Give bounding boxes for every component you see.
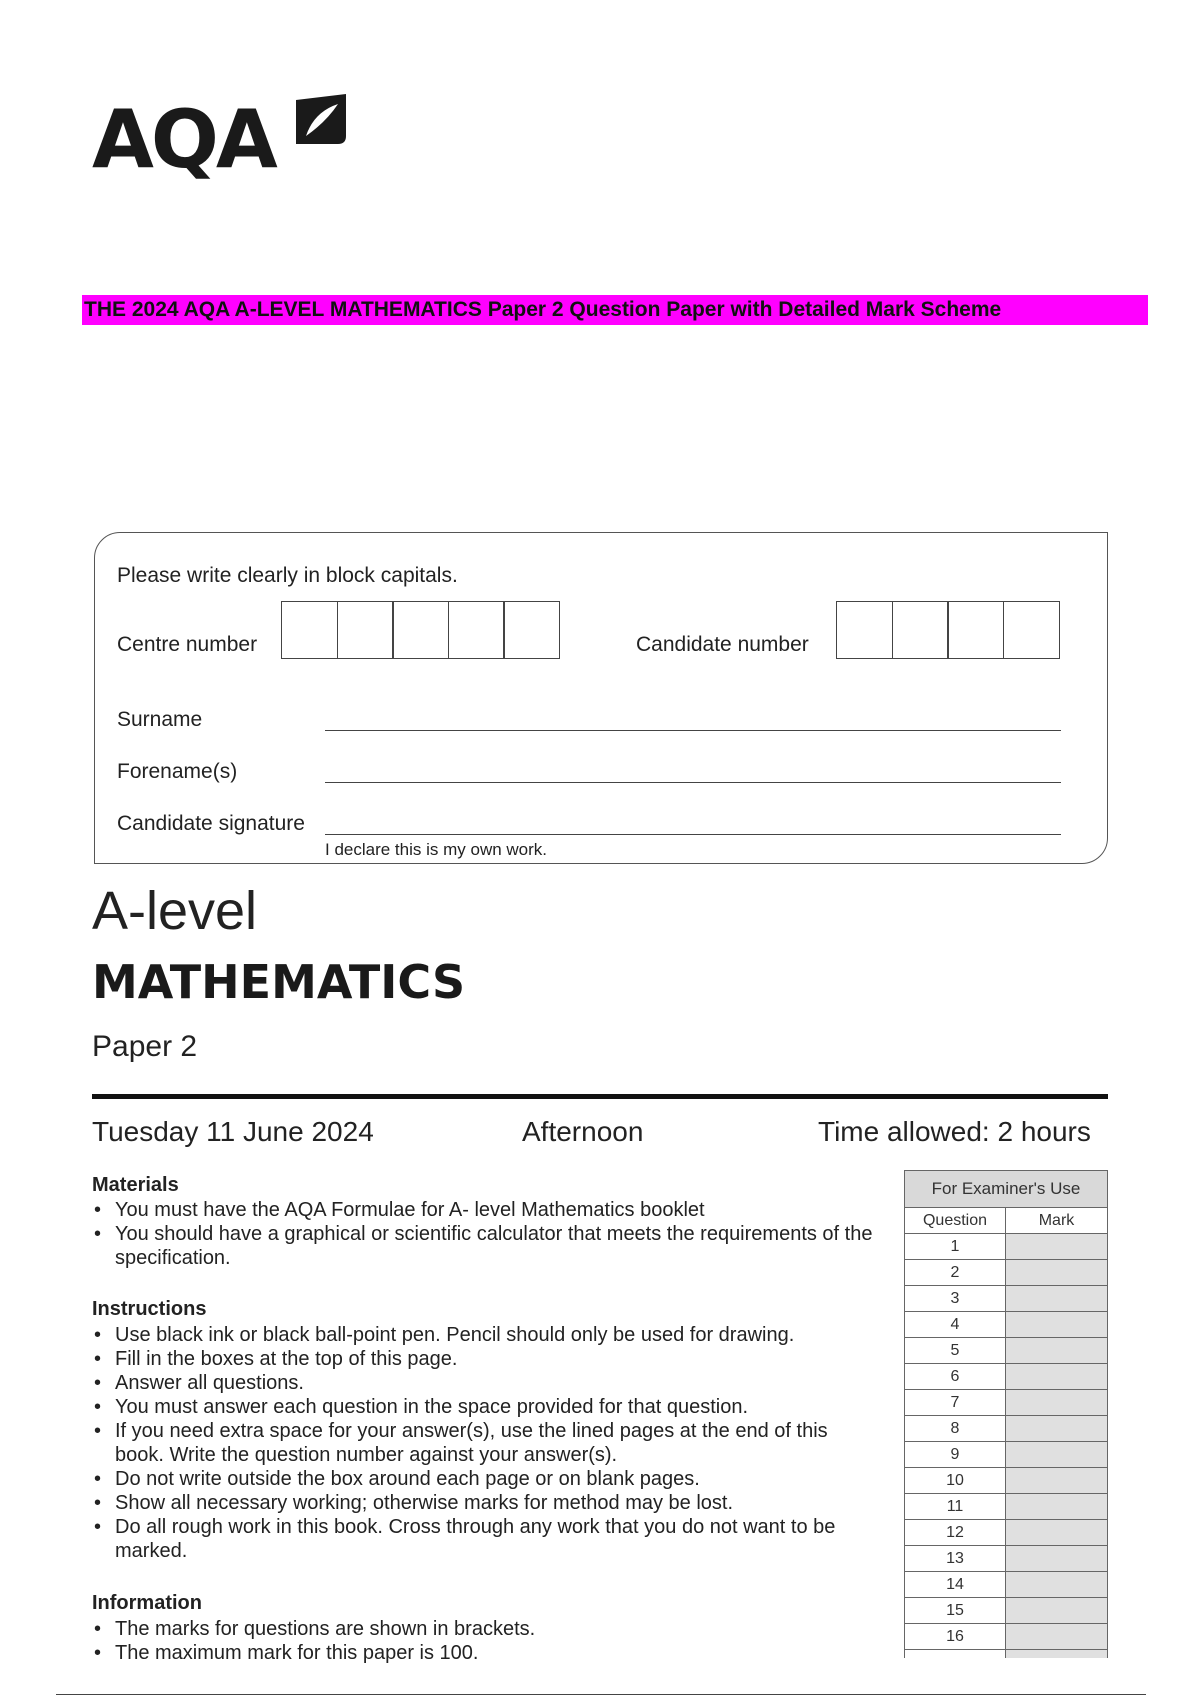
candidate-digit-box[interactable] — [892, 601, 949, 659]
centre-digit-box[interactable] — [337, 601, 394, 659]
surname-label: Surname — [117, 708, 203, 731]
mark-cell[interactable] — [1006, 1286, 1108, 1312]
list-item: • Fill in the boxes at the top of this page. — [92, 1347, 882, 1371]
information-heading: Information — [92, 1592, 202, 1614]
examiner-use-table — [904, 1170, 1108, 1658]
list-item: • You must have the AQA Formulae for A- level Mathematics booklet — [92, 1198, 882, 1222]
mark-cell[interactable] — [1006, 1260, 1108, 1286]
list-item: • You should have a graphical or scientific calculator that meets the requirements of the specification. — [92, 1222, 882, 1270]
mark-cell[interactable] — [1006, 1364, 1108, 1390]
question-number: 13 — [905, 1546, 1006, 1572]
mark-cell[interactable] — [1006, 1520, 1108, 1546]
surname-line[interactable] — [325, 730, 1061, 731]
signature-line[interactable] — [325, 834, 1061, 835]
question-number: 11 — [905, 1494, 1006, 1520]
candidate-digit-box[interactable] — [836, 601, 893, 659]
centre-digit-box[interactable] — [448, 601, 505, 659]
candidate-digit-box[interactable] — [947, 601, 1004, 659]
subject-title: MATHEMATICS — [92, 955, 466, 1009]
question-number: 2 — [905, 1260, 1006, 1286]
exam-date: Tuesday 11 June 2024 — [92, 1116, 374, 1147]
qualification-level: A-level — [92, 881, 258, 941]
time-allowed: Time allowed: 2 hours — [818, 1116, 1091, 1147]
list-item: • Answer all questions. — [92, 1371, 882, 1395]
question-number: 5 — [905, 1338, 1006, 1364]
mark-column-header: Mark — [1006, 1208, 1108, 1234]
question-number: 16 — [905, 1624, 1006, 1650]
centre-digit-box[interactable] — [392, 601, 449, 659]
forenames-label: Forename(s) — [117, 760, 238, 783]
candidate-number-label: Candidate number — [636, 633, 809, 656]
list-item: • Do not write outside the box around each page or on blank pages. — [92, 1467, 882, 1491]
mark-cell[interactable] — [1006, 1390, 1108, 1416]
candidate-details-box — [94, 532, 1108, 864]
mark-cell[interactable] — [1006, 1468, 1108, 1494]
table-continuation — [905, 1650, 1006, 1659]
question-number: 7 — [905, 1390, 1006, 1416]
materials-heading: Materials — [92, 1174, 179, 1196]
examiner-table-title: For Examiner's Use — [905, 1171, 1108, 1208]
centre-number-boxes — [281, 601, 560, 659]
question-number: 9 — [905, 1442, 1006, 1468]
block-capitals-instruction: Please write clearly in block capitals. — [117, 564, 458, 587]
list-item: • Do all rough work in this book. Cross through any work that you do not want to be marked. — [92, 1515, 882, 1563]
list-item: • If you need extra space for your answer(s), use the lined pages at the end of this book. Write the question number against your answer(s). — [92, 1419, 882, 1467]
list-item: • The marks for questions are shown in brackets. — [92, 1617, 882, 1641]
signature-label: Candidate signature — [117, 812, 305, 835]
mark-cell[interactable] — [1006, 1494, 1108, 1520]
mark-cell[interactable] — [1006, 1546, 1108, 1572]
list-item: • You must answer each question in the space provided for that question. — [92, 1395, 882, 1419]
question-number: 10 — [905, 1468, 1006, 1494]
logo-text: AQA — [92, 93, 275, 186]
question-number: 3 — [905, 1286, 1006, 1312]
question-column-header: Question — [905, 1208, 1006, 1234]
exam-session: Afternoon — [522, 1116, 644, 1147]
mark-cell[interactable] — [1006, 1312, 1108, 1338]
question-number: 12 — [905, 1520, 1006, 1546]
candidate-digit-box[interactable] — [1003, 601, 1060, 659]
candidate-number-boxes — [836, 601, 1060, 659]
mark-cell[interactable] — [1006, 1416, 1108, 1442]
centre-digit-box[interactable] — [281, 601, 338, 659]
centre-number-label: Centre number — [117, 633, 258, 656]
forenames-line[interactable] — [325, 782, 1061, 783]
mark-cell[interactable] — [1006, 1442, 1108, 1468]
information-list — [92, 1617, 882, 1665]
mark-cell[interactable] — [1006, 1572, 1108, 1598]
mark-cell[interactable] — [1006, 1338, 1108, 1364]
question-number: 8 — [905, 1416, 1006, 1442]
question-number: 15 — [905, 1598, 1006, 1624]
aqa-leaf-icon — [292, 92, 348, 148]
paper-number: Paper 2 — [92, 1030, 198, 1063]
page-bottom-rule — [56, 1694, 1146, 1695]
table-continuation — [1006, 1650, 1108, 1659]
materials-list — [92, 1198, 882, 1270]
list-item: • Use black ink or black ball-point pen. Pencil should only be used for drawing. — [92, 1323, 882, 1347]
divider-rule — [92, 1094, 1108, 1099]
declaration-text: I declare this is my own work. — [325, 840, 548, 859]
aqa-logo — [92, 92, 372, 188]
question-number: 14 — [905, 1572, 1006, 1598]
instructions-heading: Instructions — [92, 1298, 207, 1320]
mark-cell[interactable] — [1006, 1598, 1108, 1624]
list-item: • The maximum mark for this paper is 100. — [92, 1641, 882, 1665]
question-number: 1 — [905, 1234, 1006, 1260]
mark-cell[interactable] — [1006, 1624, 1108, 1650]
title-banner: THE 2024 AQA A-LEVEL MATHEMATICS Paper 2 Question Paper with Detailed Mark Scheme — [82, 295, 1148, 325]
question-number: 4 — [905, 1312, 1006, 1338]
mark-cell[interactable] — [1006, 1234, 1108, 1260]
centre-digit-box[interactable] — [503, 601, 560, 659]
list-item: • Show all necessary working; otherwise marks for method may be lost. — [92, 1491, 882, 1515]
instructions-list — [92, 1323, 882, 1563]
question-number: 6 — [905, 1364, 1006, 1390]
